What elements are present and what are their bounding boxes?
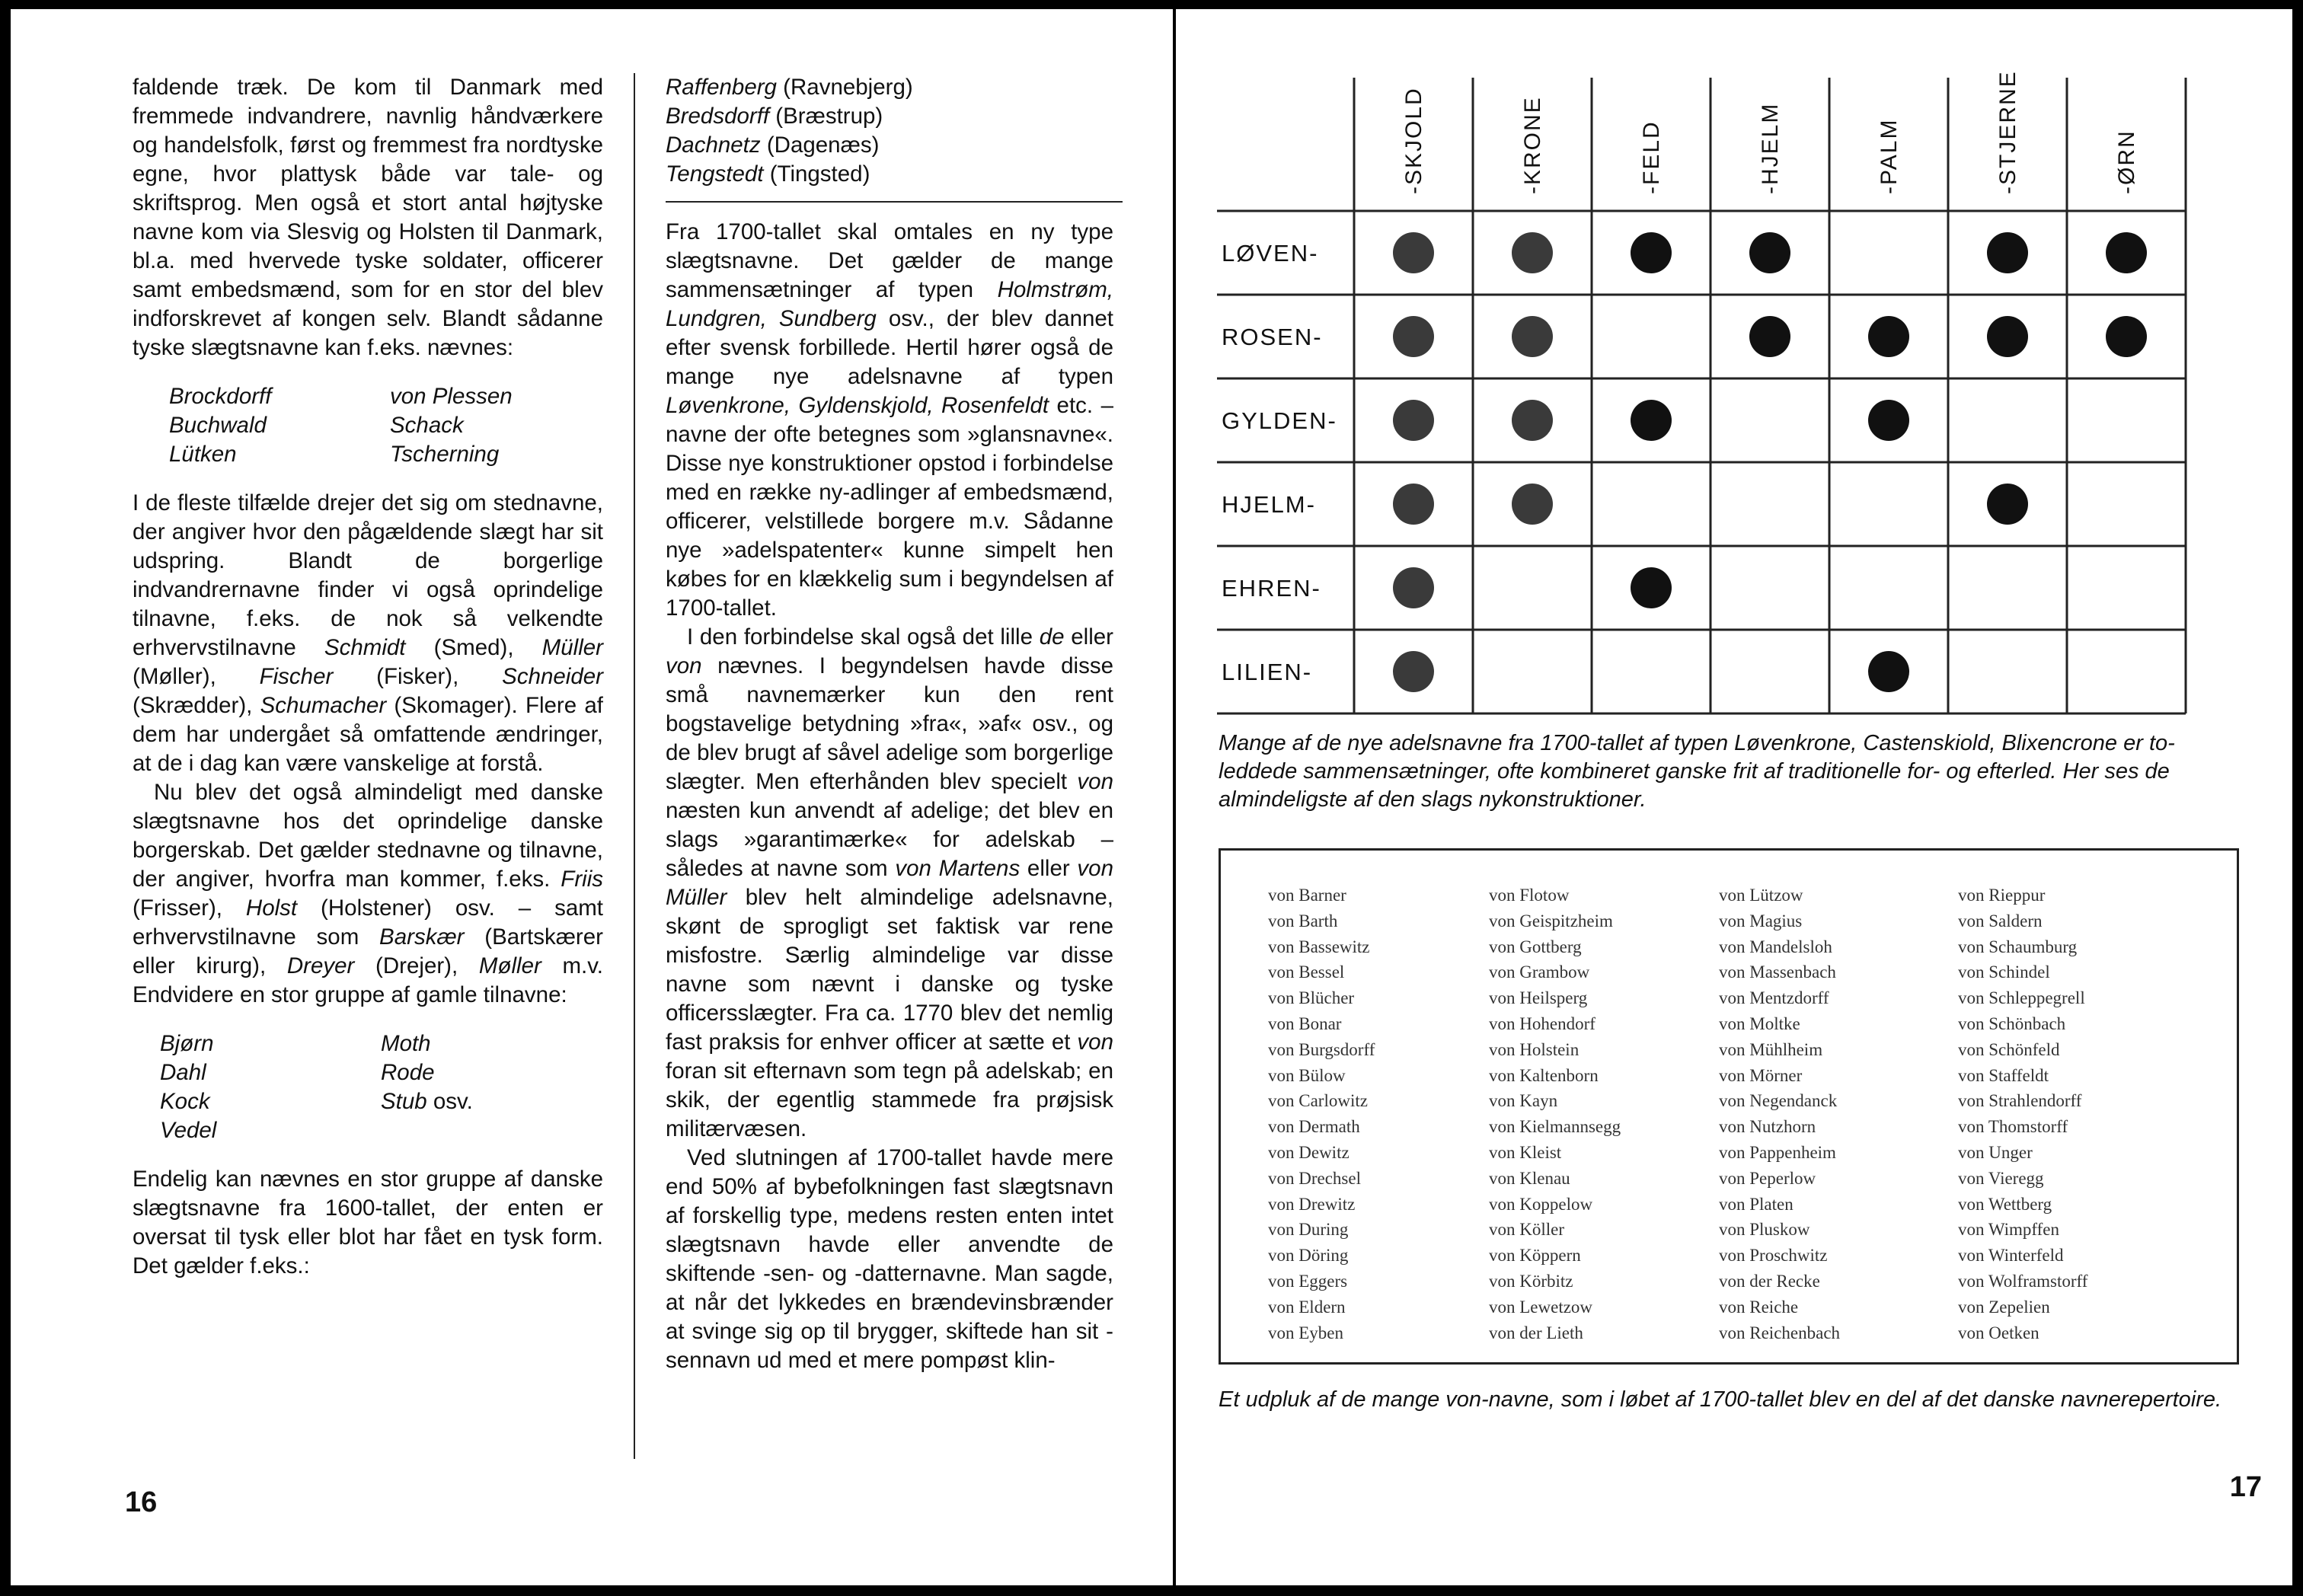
combination-dot xyxy=(1749,232,1790,273)
row-label: LØVEN- xyxy=(1222,240,1319,267)
column-label: -PALM xyxy=(1877,118,1902,194)
von-names-column xyxy=(1719,883,1840,1345)
name-item: Schack xyxy=(390,413,464,438)
name-pair: Raffenberg (Ravnebjerg) xyxy=(666,75,913,100)
von-name: von Döring xyxy=(1268,1246,1349,1266)
von-name: von Mentzdorff xyxy=(1719,988,1829,1008)
von-name: von Nutzhorn xyxy=(1719,1117,1816,1137)
von-name: von Drechsel xyxy=(1268,1168,1361,1188)
column-label: -SKJOLD xyxy=(1401,87,1426,194)
translated-name-list xyxy=(666,73,1113,189)
combination-dot xyxy=(1868,400,1909,441)
name-item: Kock xyxy=(160,1089,210,1114)
combination-dot xyxy=(1512,484,1553,525)
von-name: von Kielmannsegg xyxy=(1489,1117,1621,1137)
von-name: von Winterfeld xyxy=(1958,1246,2064,1266)
paragraph: I de fleste tilfælde drejer det sig om stednavne, der angiver hvor den pågældende slægt har sit udspring. Blandt de borgerlige indvandrernavne finder vi også oprindelige tilnavne, f.eks. de nok så velkendte erhvervstilnavne Schmidt (Smed), Müller (Møller), Fischer (Fisker), Schneider (Skrædder), Schumacher (Skomager). Flere af dem har undergået så omfattende ændringer, at de i dag kan være vanskelige at forstå. xyxy=(133,490,603,776)
name-item: Lütken xyxy=(169,442,237,467)
column-label: -KRONE xyxy=(1520,96,1545,194)
von-name: von Gottberg xyxy=(1489,937,1582,956)
von-names-box xyxy=(1219,848,2239,1365)
combination-dot xyxy=(1868,651,1909,692)
von-name: von Kayn xyxy=(1489,1091,1558,1111)
von-name: von Schaumburg xyxy=(1958,937,2078,956)
combination-dot xyxy=(1393,400,1434,441)
combination-dot xyxy=(1393,484,1434,525)
chart-caption: Mange af de nye adelsnavne fra 1700-tallet af typen Løvenkrone, Castenskiold, Blixencrone er to-leddede sammensætninger, ofte kombineret ganske frit af traditionelle for- og efterled. Her ses de almindeligste af den slags nykonstruktioner. xyxy=(1219,731,2175,812)
paragraph: I den forbindelse skal også det lille de eller von nævnes. I begyndelsen havde disse små navnemærker kun den rent bogstavelige betydning »fra«, »af« osv., og de blev brugt af såvel adelige som borgerlige slægter. Men efterhånden blev specielt von næsten kun anvendt af adelige; det blev en slags »garantimærke« for adelskab – således at navne som von Martens eller von Müller blev helt almindelige adelsnavne, skønt de sprogligt set faktisk var rene misfostre. Særlig almindelige var disse navne som nævnt i danske og tyske officersslægter. Fra ca. 1770 blev det nemlig fast praksis for enhver officer at sætte et von foran sit efternavn som tegn på adelskab; en skik, der egentlig stammede fra prøjsisk militærvæsen. xyxy=(666,624,1113,1141)
combination-dot xyxy=(2106,232,2147,273)
von-name: von Schönbach xyxy=(1958,1013,2066,1033)
row-label: LILIEN- xyxy=(1222,659,1313,685)
von-name: von Dermath xyxy=(1268,1117,1360,1137)
combination-dot xyxy=(1987,316,2028,357)
von-name: von Kaltenborn xyxy=(1489,1065,1599,1085)
von-name: von Geispitzheim xyxy=(1489,911,1613,930)
combination-dot xyxy=(1987,484,2028,525)
name-item: Vedel xyxy=(160,1118,217,1143)
column-label: -HJELM xyxy=(1758,102,1783,194)
von-name: von Köppern xyxy=(1489,1246,1581,1266)
von-name: von der Lieth xyxy=(1489,1323,1583,1342)
row-label: EHREN- xyxy=(1222,575,1321,602)
von-name: von Mandelsloh xyxy=(1719,937,1832,956)
von-name: von Unger xyxy=(1958,1142,2033,1162)
von-name: von Eggers xyxy=(1268,1271,1348,1291)
name-combination-chart xyxy=(1217,70,2268,719)
von-name: von Schindel xyxy=(1958,962,2050,982)
column-label: -ØRN xyxy=(2114,129,2139,194)
von-name: von Koppelow xyxy=(1489,1194,1593,1214)
von-name: von Lützow xyxy=(1719,886,1803,905)
name-pair: Tengstedt (Tingsted) xyxy=(666,161,870,187)
combination-dot xyxy=(1512,232,1553,273)
von-name: von Zepelien xyxy=(1958,1297,2050,1317)
von-name: von Bassewitz xyxy=(1268,937,1370,956)
combination-dot xyxy=(1393,651,1434,692)
combination-dot xyxy=(1512,400,1553,441)
right-text-column xyxy=(666,73,1113,1375)
separator-line xyxy=(666,201,1123,203)
von-name: von Saldern xyxy=(1958,911,2043,930)
von-name: von Massenbach xyxy=(1719,962,1836,982)
von-name: von Eldern xyxy=(1268,1297,1346,1317)
von-name: von Strahlendorff xyxy=(1958,1091,2082,1111)
row-label: ROSEN- xyxy=(1222,324,1323,350)
name-item: Tscherning xyxy=(390,442,500,467)
von-name: von Drewitz xyxy=(1268,1194,1356,1214)
von-name: von Eyben xyxy=(1268,1323,1344,1342)
von-name: von Vieregg xyxy=(1958,1168,2044,1188)
von-name: von Bessel xyxy=(1268,962,1345,982)
name-item: Brockdorff xyxy=(169,384,272,409)
von-name: von Magius xyxy=(1719,911,1803,930)
von-name: von Proschwitz xyxy=(1719,1246,1828,1266)
paragraph: faldende træk. De kom til Danmark med fremmede indvandrere, navnlig håndværkere og handelsfolk, først og fremmest fra nordtyske egne, hvor plattysk både var tale- og skriftsprog. Men også et stort antal højtyske navne kom via Slesvig og Holsten til Danmark, bl.a. med hvervede tyske soldater, officerer samt embedsmænd, som for en stor del blev indforskrevet af kongen selv. Blandt sådanne tyske slægtsnavne kan f.eks. nævnes: xyxy=(133,75,603,360)
von-name: von Schleppegrell xyxy=(1958,988,2085,1008)
paragraph: Nu blev det også almindeligt med danske slægtsnavne hos det oprindelige danske borgerskab. Det gælder stednavne og tilnavne, der angiver, hvorfra man kommer, f.eks. Friis (Frisser), Holst (Holstener) osv. – samt erhvervstilnavne som Barskær (Bartskærer eller kirurg), Dreyer (Drejer), Møller m.v. Endvidere en stor gruppe af gamle tilnavne: xyxy=(133,780,604,1007)
von-name: von Negendanck xyxy=(1719,1091,1838,1111)
name-pair: Bredsdorff (Bræstrup) xyxy=(666,104,883,129)
combination-dot xyxy=(1512,316,1553,357)
von-names-column xyxy=(1268,883,1375,1345)
von-name: von Thomstorff xyxy=(1958,1117,2068,1137)
right-page xyxy=(1176,9,2292,1585)
von-name: von Grambow xyxy=(1489,962,1590,982)
name-item: von Plessen xyxy=(390,384,513,409)
combination-dot xyxy=(1631,567,1672,608)
von-name: von Schönfeld xyxy=(1958,1039,2060,1059)
von-name: von Holstein xyxy=(1489,1039,1580,1059)
column-label: -STJERNE xyxy=(1995,70,2020,194)
von-name: von Pluskow xyxy=(1719,1220,1810,1240)
combination-dot xyxy=(1393,316,1434,357)
von-name: von Körbitz xyxy=(1489,1271,1573,1291)
von-names-column xyxy=(1489,883,1621,1345)
name-item: Rode xyxy=(381,1060,435,1085)
von-name: von Platen xyxy=(1719,1194,1794,1214)
von-name: von Peperlow xyxy=(1719,1168,1816,1188)
von-name: von Mühlheim xyxy=(1719,1039,1823,1059)
row-label: HJELM- xyxy=(1222,491,1316,518)
von-name: von Reichenbach xyxy=(1719,1323,1841,1342)
column-label: -FELD xyxy=(1639,120,1664,194)
von-name: von Barth xyxy=(1268,911,1338,930)
von-name: von Burgsdorff xyxy=(1268,1039,1375,1059)
von-names-column xyxy=(1958,883,2087,1345)
name-item: Moth xyxy=(381,1031,431,1056)
combination-dot xyxy=(1631,400,1672,441)
combination-dot xyxy=(1631,232,1672,273)
von-name: von Bonar xyxy=(1268,1013,1342,1033)
von-name: von Bülow xyxy=(1268,1065,1346,1085)
name-item: Stub osv. xyxy=(381,1089,473,1114)
von-name: von Reiche xyxy=(1719,1297,1799,1317)
name-item: Dahl xyxy=(160,1060,206,1085)
von-name: von Rieppur xyxy=(1958,886,2046,905)
von-name: von Staffeldt xyxy=(1958,1065,2049,1085)
paragraph: Endelig kan nævnes en stor gruppe af danske slægtsnavne fra 1600-tallet, der enten er oversat til tysk eller blot har fået en tysk form. Det gælder f.eks.: xyxy=(133,1167,603,1278)
combination-dot xyxy=(1987,232,2028,273)
von-name: von Wettberg xyxy=(1958,1194,2052,1214)
von-name: von Wolframstorff xyxy=(1958,1271,2088,1291)
row-label: GYLDEN- xyxy=(1222,407,1337,434)
name-item: Bjørn xyxy=(160,1031,214,1056)
combination-dot xyxy=(1393,567,1434,608)
page-number: 16 xyxy=(125,1486,158,1518)
column-divider xyxy=(634,73,635,1459)
name-pair: Dachnetz (Dagenæs) xyxy=(666,132,880,158)
von-name: von Pappenheim xyxy=(1719,1142,1836,1162)
name-item: Buchwald xyxy=(169,413,267,438)
left-page xyxy=(11,9,1173,1585)
von-name: von Lewetzow xyxy=(1489,1297,1593,1317)
von-name: von During xyxy=(1268,1220,1349,1240)
name-list-old-bynames xyxy=(133,1029,603,1145)
von-name: von der Recke xyxy=(1719,1271,1820,1291)
von-name: von Oetken xyxy=(1958,1323,2039,1342)
page-number: 17 xyxy=(2229,1471,2262,1503)
von-name: von Wimpffen xyxy=(1958,1220,2060,1240)
von-name: von Carlowitz xyxy=(1268,1091,1368,1111)
von-name: von Heilsperg xyxy=(1489,988,1588,1008)
combination-dot xyxy=(2106,316,2147,357)
paragraph: Ved slutningen af 1700-tallet havde mere end 50% af bybefolkningen fast slægtsnavn af forskellig type, medens resten enten intet slægtsnavn havde eller anvendte de skiftende -sen- og -datternavne. Man sagde, at når det lykkedes en brændevinsbrænder at svinge sig op til brygger, skiftede han sit -sennavn ud med et mere pompøst klin- xyxy=(666,1145,1113,1373)
von-name: von Barner xyxy=(1268,886,1346,905)
von-name: von Dewitz xyxy=(1268,1142,1350,1162)
von-name: von Hohendorf xyxy=(1489,1013,1595,1033)
von-name: von Moltke xyxy=(1719,1013,1800,1033)
von-name: von Klenau xyxy=(1489,1168,1570,1188)
combination-dot xyxy=(1749,316,1790,357)
combination-dot xyxy=(1868,316,1909,357)
von-name: von Kleist xyxy=(1489,1142,1562,1162)
left-text-column xyxy=(133,73,603,1281)
von-name: von Flotow xyxy=(1489,886,1570,905)
von-name: von Blücher xyxy=(1268,988,1355,1008)
name-item xyxy=(381,1116,602,1145)
von-name: von Köller xyxy=(1489,1220,1565,1240)
von-names-caption: Et udpluk af de mange von-navne, som i løbet af 1700-tallet blev en del af det danske navnerepertoire. xyxy=(1219,1387,2222,1412)
von-name: von Mörner xyxy=(1719,1065,1803,1085)
combination-dot xyxy=(1393,232,1434,273)
paragraph: Fra 1700-tallet skal omtales en ny type slægtsnavne. Det gælder de mange sammensætninger af typen Holmstrøm, Lundgren, Sundberg osv., der blev dannet efter svensk forbillede. Hertil hører også de mange nye adelsnavne af typen Løvenkrone, Gyldenskjold, Rosenfeldt etc. – navne der ofte betegnes som »glansnavne«. Disse nye konstruktioner opstod i forbindelse med en række ny-adlinger af embedsmænd, officerer, velstillede borgere m.v. Sådanne nye »adelspatenter« kunne simpelt hen købes for en klækkelig sum i begyndelsen af 1700-tallet. xyxy=(666,219,1113,621)
name-list-german xyxy=(133,382,603,469)
